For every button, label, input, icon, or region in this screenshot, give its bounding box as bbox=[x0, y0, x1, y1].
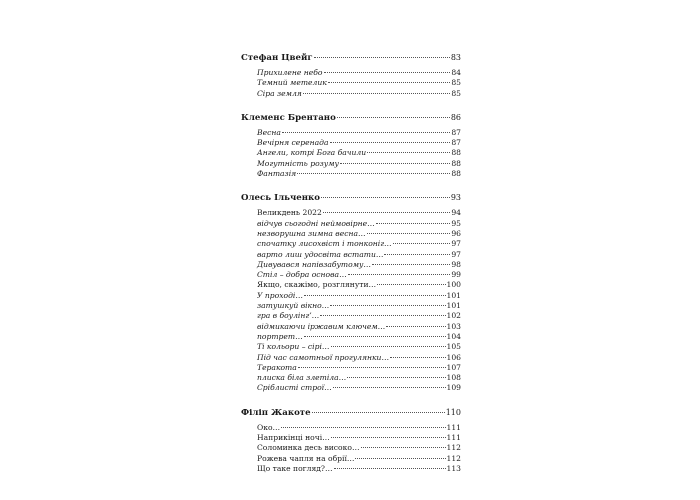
page-number: 85 bbox=[451, 78, 461, 88]
entry-title: Стіл – добра основа… bbox=[257, 270, 347, 280]
toc-entry bbox=[241, 383, 461, 393]
page-number: 113 bbox=[446, 463, 461, 473]
toc-author-row bbox=[241, 407, 461, 419]
toc-entry bbox=[241, 78, 461, 88]
dot-leader bbox=[321, 197, 450, 198]
entry-title: Що таке погляд?… bbox=[257, 463, 333, 473]
dot-leader bbox=[367, 152, 450, 153]
toc-entry bbox=[241, 373, 461, 383]
page-number: 95 bbox=[451, 218, 461, 228]
entry-title: Весна bbox=[257, 127, 281, 137]
page-number: 97 bbox=[451, 239, 461, 249]
entry-title: Могутність розуму bbox=[257, 158, 339, 168]
dot-leader bbox=[281, 427, 445, 428]
toc-entry bbox=[241, 169, 461, 179]
toc-entry bbox=[241, 148, 461, 158]
entry-title: Темний метелик bbox=[257, 78, 327, 88]
page-number: 99 bbox=[451, 270, 461, 280]
dot-leader bbox=[348, 274, 451, 275]
toc-entry bbox=[241, 342, 461, 352]
page-number: 83 bbox=[450, 53, 461, 62]
dot-leader bbox=[328, 82, 451, 83]
entry-title: Сріблисті строї… bbox=[257, 383, 332, 393]
toc-entry bbox=[241, 128, 461, 138]
entry-title: Наприкінці ночі… bbox=[257, 433, 330, 443]
dot-leader bbox=[347, 377, 445, 378]
toc-entry bbox=[241, 229, 461, 239]
author-name: Клеменс Брентано bbox=[241, 112, 336, 123]
entry-title: Прихилене небо bbox=[257, 68, 323, 77]
dot-leader bbox=[386, 326, 445, 327]
page-number: 85 bbox=[451, 88, 461, 98]
page-number: 88 bbox=[451, 158, 461, 168]
entry-title: спочатку лисохвіст і тонконіг… bbox=[257, 239, 392, 249]
dot-leader bbox=[282, 132, 450, 133]
entry-title: Дивувався напівзабутому… bbox=[257, 259, 371, 269]
toc-entry bbox=[241, 260, 461, 270]
dot-leader bbox=[323, 212, 451, 213]
dot-leader bbox=[298, 367, 446, 368]
dot-leader bbox=[297, 173, 450, 174]
toc-entry bbox=[241, 89, 461, 99]
entry-title: У проході… bbox=[257, 290, 303, 300]
page-number: 84 bbox=[451, 68, 461, 77]
dot-leader bbox=[303, 93, 450, 94]
toc-author-row bbox=[241, 112, 461, 124]
entry-title: плиска біла злетіла… bbox=[257, 373, 347, 383]
entry-title: Око… bbox=[257, 422, 281, 432]
toc-entry bbox=[241, 301, 461, 311]
toc-entry bbox=[241, 270, 461, 280]
page-number: 87 bbox=[451, 127, 461, 137]
entry-title: Рожева чапля на обрії… bbox=[257, 453, 355, 463]
toc-entry bbox=[241, 423, 461, 433]
page-number: 109 bbox=[446, 383, 461, 393]
dot-leader bbox=[390, 357, 445, 358]
table-of-contents bbox=[241, 52, 461, 487]
dot-leader bbox=[367, 233, 451, 234]
author-name: Олесь Ільченко bbox=[241, 193, 320, 204]
page-number: 112 bbox=[446, 453, 461, 463]
toc-entry bbox=[241, 464, 461, 474]
page-number: 96 bbox=[451, 228, 461, 238]
page-number: 104 bbox=[446, 331, 461, 341]
page-number: 103 bbox=[446, 321, 461, 331]
author-name: Філіп Жакоте bbox=[241, 407, 311, 418]
toc-author-row bbox=[241, 52, 461, 64]
page-number: 100 bbox=[446, 280, 461, 290]
author-name: Стефан Цвейг bbox=[241, 53, 313, 63]
entry-title: Великдень 2022 bbox=[257, 208, 322, 218]
entry-title: гра в боулінг’… bbox=[257, 311, 320, 321]
dot-leader bbox=[355, 458, 445, 459]
entry-title: Ті кольори – сірі… bbox=[257, 342, 330, 352]
dot-leader bbox=[330, 142, 451, 143]
page-number: 111 bbox=[446, 422, 461, 432]
toc-section bbox=[241, 407, 461, 474]
toc-section bbox=[241, 112, 461, 179]
entry-title: Фантазія bbox=[257, 169, 297, 179]
dot-leader bbox=[384, 254, 450, 255]
toc-entry bbox=[241, 250, 461, 260]
dot-leader bbox=[377, 284, 445, 285]
page-number: 110 bbox=[445, 407, 461, 417]
page-number: 106 bbox=[446, 352, 461, 362]
dot-leader bbox=[312, 412, 445, 413]
page-number: 93 bbox=[450, 193, 461, 203]
dot-leader bbox=[331, 437, 446, 438]
page-number: 105 bbox=[446, 342, 461, 352]
toc-entry bbox=[241, 138, 461, 148]
dot-leader bbox=[314, 57, 450, 58]
toc-entry bbox=[241, 159, 461, 169]
toc-entry bbox=[241, 311, 461, 321]
dot-leader bbox=[393, 243, 451, 244]
dot-leader bbox=[372, 264, 450, 265]
entry-title: варто лиш удосвіта встати… bbox=[257, 249, 384, 259]
entry-title: відчув сьогодні неймовірне… bbox=[257, 218, 375, 228]
dot-leader bbox=[340, 163, 450, 164]
toc-entry bbox=[241, 433, 461, 443]
toc-entry bbox=[241, 443, 461, 453]
entry-title: Вечірня серенада bbox=[257, 138, 329, 148]
entry-title: Якщо, скажімо, розглянути… bbox=[257, 280, 377, 290]
page-number: 107 bbox=[446, 362, 461, 372]
toc-entry bbox=[241, 353, 461, 363]
dot-leader bbox=[320, 315, 445, 316]
dot-leader bbox=[330, 305, 445, 306]
toc-entry bbox=[241, 454, 461, 464]
page-number: 112 bbox=[446, 443, 461, 453]
toc-entry bbox=[241, 291, 461, 301]
entry-title: Ангели, котрі Бога бачили bbox=[257, 148, 367, 158]
page-number: 102 bbox=[446, 311, 461, 321]
dot-leader bbox=[324, 72, 451, 73]
page-number: 97 bbox=[451, 249, 461, 259]
page-number: 87 bbox=[451, 138, 461, 148]
entry-title: Соломинка десь високо… bbox=[257, 443, 360, 453]
toc-author-row bbox=[241, 192, 461, 204]
page-number: 88 bbox=[451, 169, 461, 179]
page-number: 98 bbox=[451, 259, 461, 269]
dot-leader bbox=[376, 223, 451, 224]
dot-leader bbox=[331, 346, 446, 347]
toc-entry bbox=[241, 219, 461, 229]
page-number: 101 bbox=[446, 290, 461, 300]
toc-section bbox=[241, 52, 461, 99]
entry-title: Сіра земля bbox=[257, 88, 302, 98]
dot-leader bbox=[361, 447, 446, 448]
page-number: 111 bbox=[446, 433, 461, 443]
dot-leader bbox=[304, 295, 446, 296]
entry-title: Теракота bbox=[257, 362, 297, 372]
toc-entry bbox=[241, 332, 461, 342]
toc-entry bbox=[241, 239, 461, 249]
dot-leader bbox=[333, 387, 446, 388]
page-number: 101 bbox=[446, 301, 461, 311]
entry-title: Під час самотньої прогулянки… bbox=[257, 352, 390, 362]
toc-entry bbox=[241, 322, 461, 332]
dot-leader bbox=[334, 468, 446, 469]
entry-title: затушкуй вікно… bbox=[257, 301, 330, 311]
entry-title: відмикаючи іржавим ключем… bbox=[257, 321, 386, 331]
toc-entry bbox=[241, 280, 461, 290]
page-number: 108 bbox=[446, 373, 461, 383]
toc-entry bbox=[241, 208, 461, 218]
dot-leader bbox=[304, 336, 446, 337]
toc-entry bbox=[241, 363, 461, 373]
page-number: 94 bbox=[451, 208, 461, 218]
dot-leader bbox=[337, 117, 450, 118]
entry-title: портрет… bbox=[257, 331, 303, 341]
page-number: 86 bbox=[450, 112, 461, 122]
page-number: 88 bbox=[451, 148, 461, 158]
entry-title: незворушна зимна весна… bbox=[257, 228, 366, 238]
toc-entry bbox=[241, 68, 461, 78]
toc-section bbox=[241, 192, 461, 393]
